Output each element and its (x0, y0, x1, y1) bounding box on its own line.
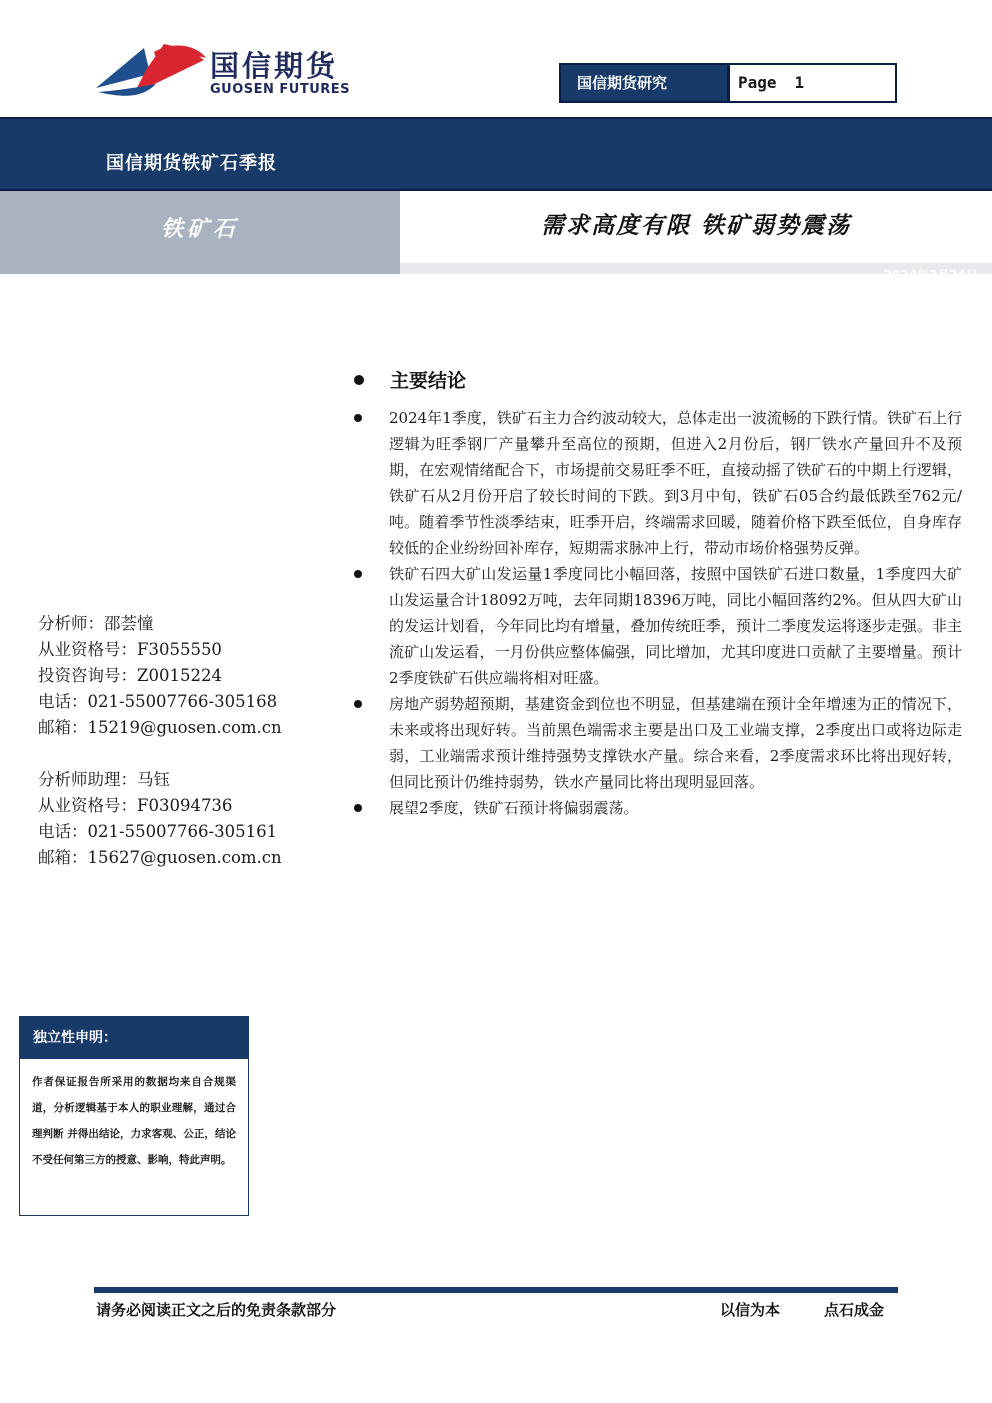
footer-slogan-2: 点石成金 (824, 1301, 885, 1319)
list-item (354, 691, 962, 795)
bullet-icon (354, 414, 362, 422)
footer-divider (94, 1287, 898, 1293)
analyst-assistant-block (38, 767, 282, 871)
page-number: 1 (794, 73, 805, 92)
conclusions-heading (354, 366, 466, 393)
page-word: Page (738, 73, 777, 92)
bullet-icon (354, 804, 362, 812)
page-indicator (727, 65, 895, 101)
analyst-advisory-license: 投资咨询号：Z0015224 (38, 666, 222, 685)
footer-disclaimer: 请务必阅读正文之后的免责条款部分 (96, 1301, 337, 1319)
list-item (354, 405, 962, 561)
guosen-logo (94, 40, 206, 100)
analyst-name: 分析师：邵荟憧 (38, 614, 154, 633)
assistant-license: 从业资格号：F03094736 (38, 796, 233, 815)
conclusions-list (354, 405, 962, 821)
independence-declaration (19, 1016, 249, 1216)
conclusion-text: 铁矿石四大矿山发运量1季度同比小幅回落，按照中国铁矿石进口数量，1季度四大矿山发运量合计18092万吨，去年同期18396万吨，同比小幅回落约2%。但从四大矿山的发运计划看，今年同比均有增量，叠加传统旺季，预计二季度发运将逐步走强。非主流矿山发运看，一月份供应整体偏强，同比增加，尤其印度进口贡献了主要增量。预计2季度铁矿石供应端将相对旺盛。 (389, 565, 962, 687)
analyst-block (38, 611, 282, 741)
brand-name-cn: 国信期货 (210, 49, 339, 83)
conclusion-text: 展望2季度，铁矿石预计将偏弱震荡。 (389, 799, 639, 817)
bullet-icon (354, 700, 362, 708)
analyst-email: 邮箱：15219@guosen.com.cn (38, 718, 282, 737)
series-title: 国信期货铁矿石季报 (106, 153, 277, 174)
report-title: 需求高度有限 铁矿弱势震荡 (540, 212, 851, 239)
research-label: 国信期货研究 (561, 65, 727, 101)
brand-name-en: GUOSEN FUTURES (210, 82, 351, 97)
list-item (354, 561, 962, 691)
report-date: 2024年3月24日 (883, 268, 978, 282)
conclusions-heading-text: 主要结论 (390, 370, 467, 392)
assistant-email: 邮箱：15627@guosen.com.cn (38, 848, 282, 867)
analyst-phone: 电话：021-55007766-305168 (38, 692, 278, 711)
conclusion-text: 房地产弱势超预期，基建资金到位也不明显，但基建端在预计全年增速为正的情况下，未来或将出现好转。当前黑色端需求主要是出口及工业端支撑，2季度出口或将边际走弱，工业端需求预计维持强势支撑铁水产量。综合来看，2季度需求环比将出现好转，但同比预计仍维持弱势，铁水产量同比将出现明显回落。 (389, 695, 962, 791)
list-item (354, 795, 962, 821)
analyst-license: 从业资格号：F3055550 (38, 640, 222, 659)
sector-label: 铁矿石 (160, 216, 239, 242)
conclusion-text: 2024年1季度，铁矿石主力合约波动较大，总体走出一波流畅的下跌行情。铁矿石上行逻辑为旺季钢厂产量攀升至高位的预期，但进入2月份后，钢厂铁水产量回升不及预期，在宏观情绪配合下，市场提前交易旺季不旺，直接动摇了铁矿石的中期上行逻辑，铁矿石从2月份开启了较长时间的下跌。到3月中旬，铁矿石05合约最低跌至762元/吨。随着季节性淡季结束，旺季开启，终端需求回暖，随着价格下跌至低位，自身库存较低的企业纷纷回补库存，短期需求脉冲上行，带动市场价格强势反弹。 (389, 409, 962, 557)
research-page-box (559, 63, 897, 103)
assistant-name: 分析师助理：马钰 (38, 770, 170, 789)
bullet-icon (354, 570, 362, 578)
bullet-icon (354, 375, 364, 385)
assistant-phone: 电话：021-55007766-305161 (38, 822, 278, 841)
declaration-heading: 独立性申明： (20, 1017, 248, 1059)
declaration-body: 作者保证报告所采用的数据均来自合规渠道，分析逻辑基于本人的职业理解，通过合理判断 并得出结论，力求客观、公正，结论不受任何第三方的授意、影响，特此声明。 (32, 1076, 236, 1166)
footer-slogan-1: 以信为本 (720, 1301, 781, 1319)
